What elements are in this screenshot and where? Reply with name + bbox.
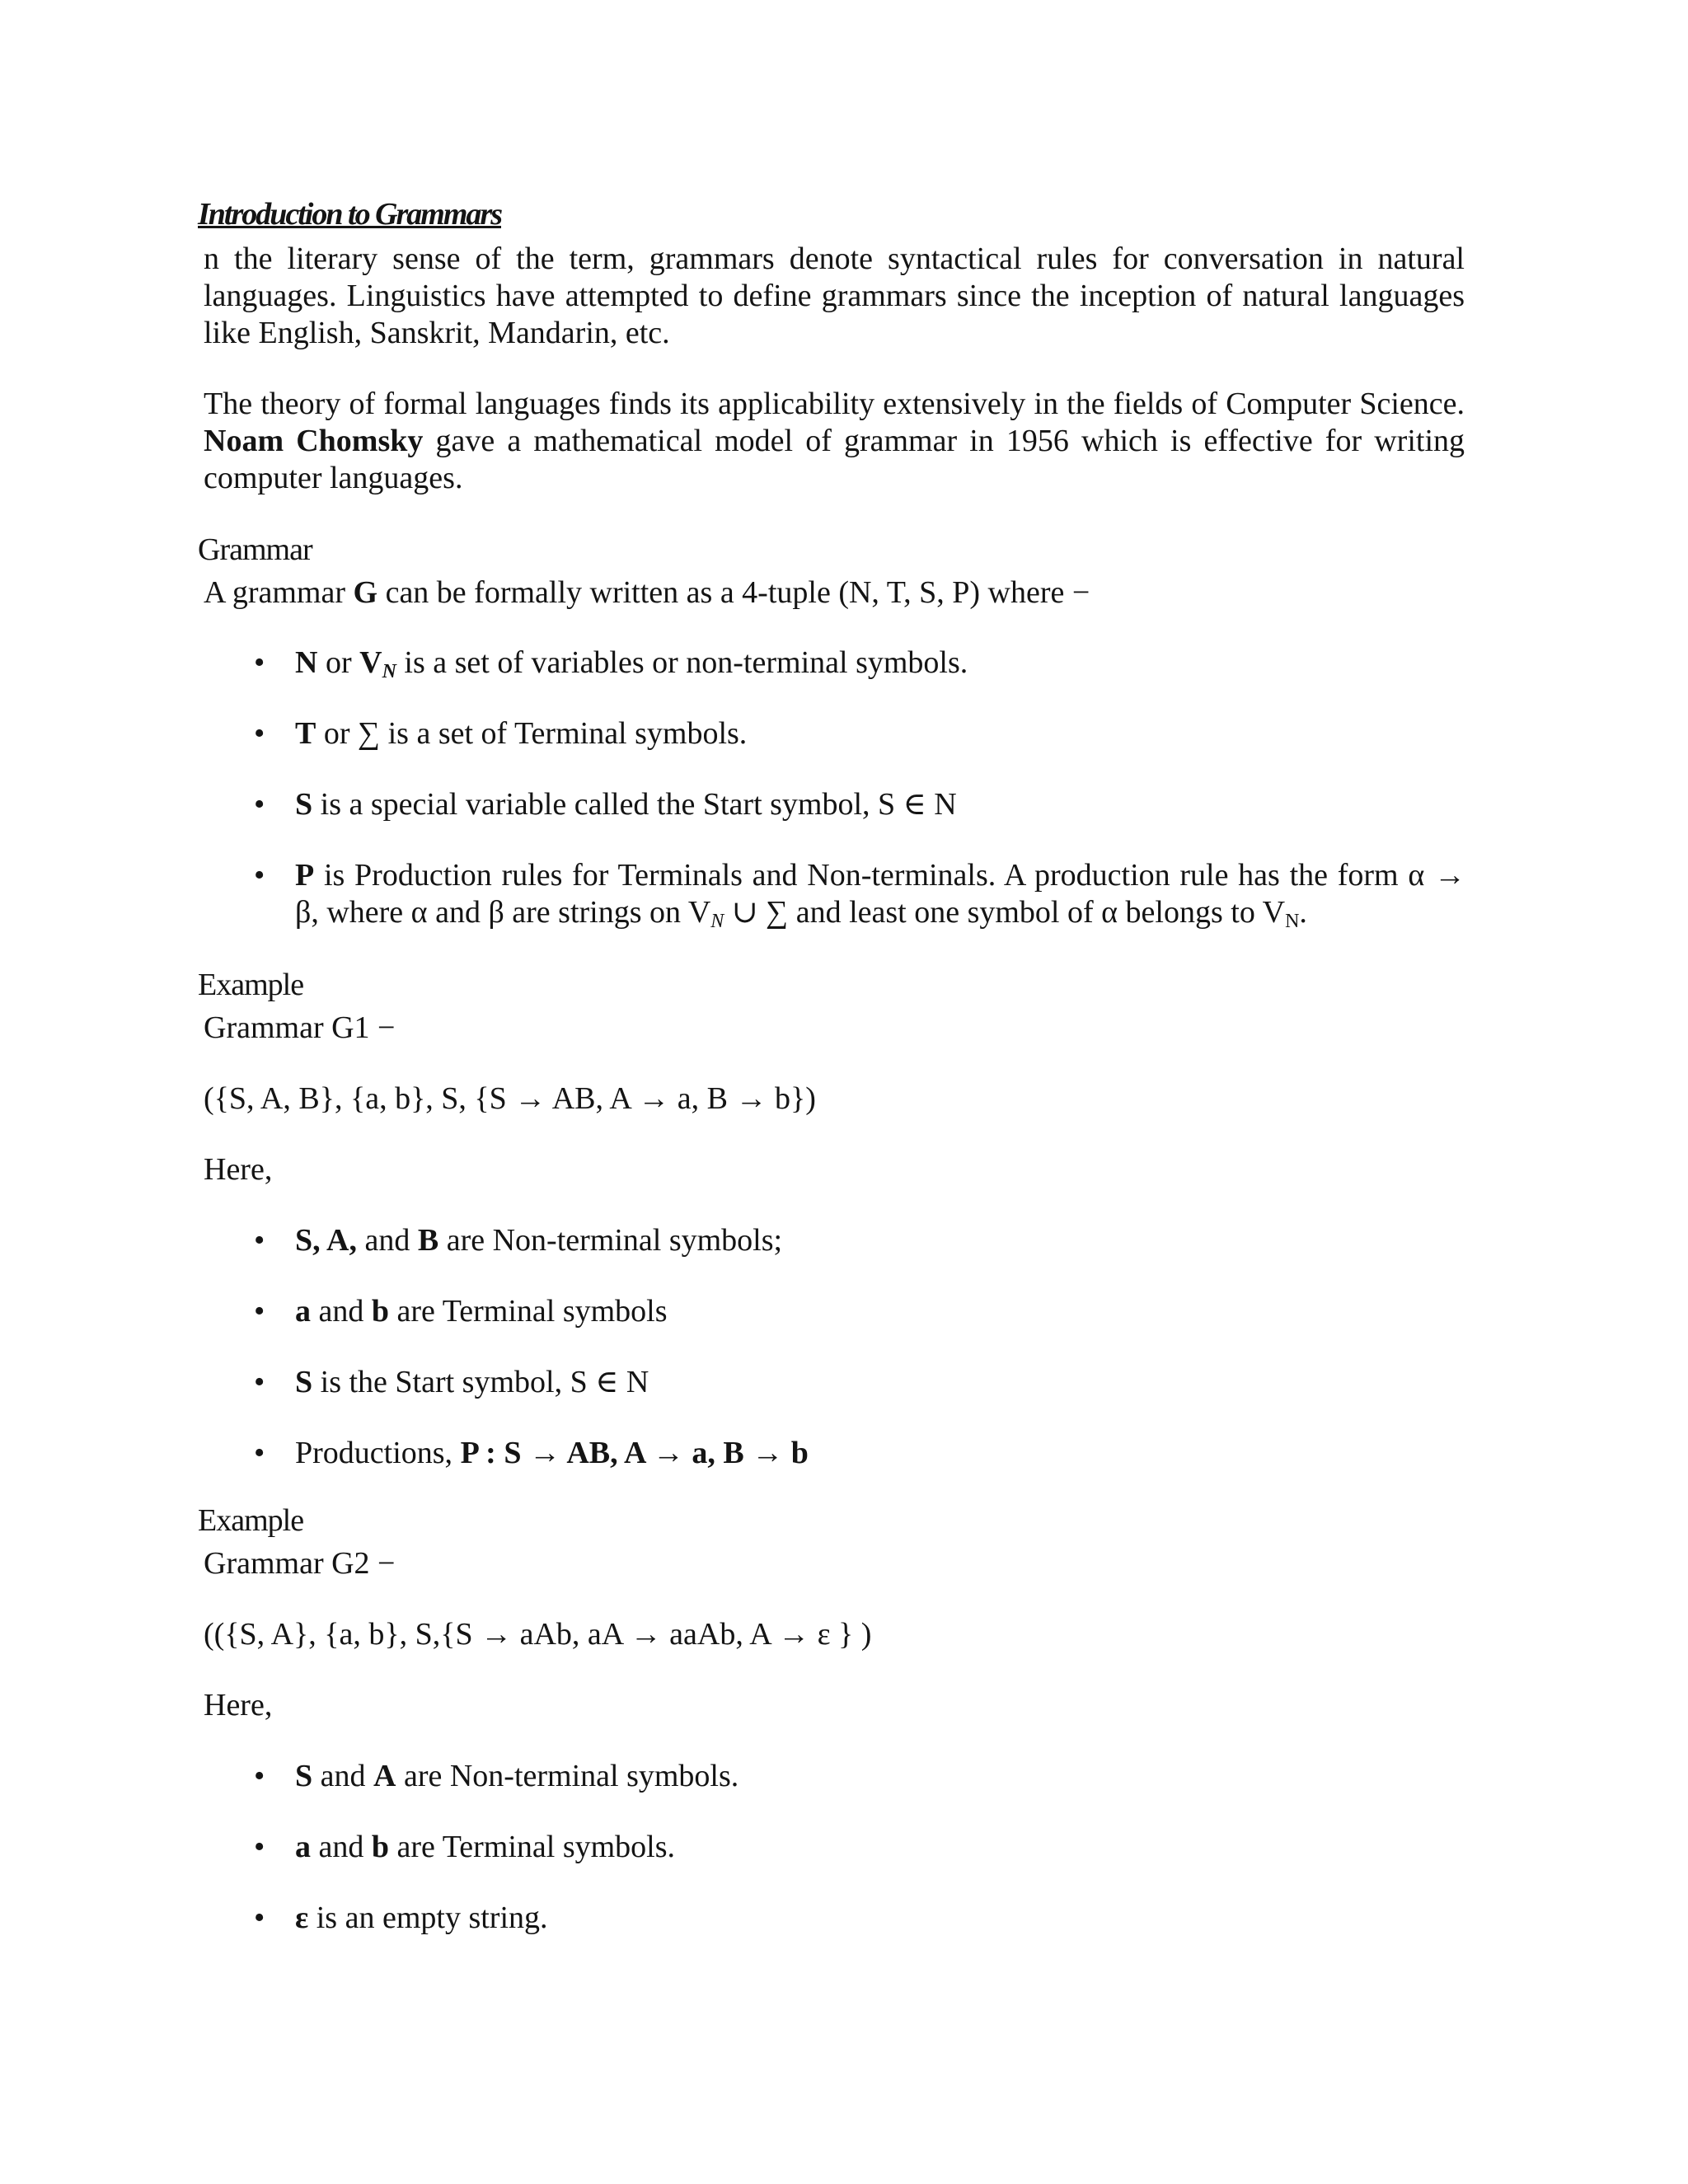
bullet-glyph: • bbox=[254, 787, 265, 822]
s-bold: S bbox=[295, 787, 313, 822]
ex1-b4-plain: Productions, bbox=[295, 1436, 461, 1470]
ex1-b3-bold: S bbox=[295, 1365, 313, 1399]
bullet-glyph: • bbox=[254, 1759, 265, 1793]
ex1-b1-mid: and bbox=[356, 1223, 418, 1258]
p-rest1: is Production rules for Terminals and Non-terminals. A production rule has the form α → β, where α and β are strings on V bbox=[295, 858, 1465, 930]
grammar-g1-tuple: ({S, A, B}, {a, b}, S, {S → AB, A → a, B → b}) bbox=[204, 1081, 816, 1116]
example-1-here: Here, bbox=[204, 1152, 273, 1187]
n-bold: N bbox=[295, 645, 318, 680]
ex1-b1-rest: are Non-terminal symbols; bbox=[438, 1223, 783, 1258]
ex1-bullet-1 bbox=[295, 1222, 782, 1259]
t-bold: T bbox=[295, 716, 316, 751]
bullet-glyph: • bbox=[254, 645, 265, 680]
bullet-glyph: • bbox=[254, 1365, 265, 1399]
bullet-glyph: • bbox=[254, 716, 265, 751]
bullet-glyph: • bbox=[254, 1294, 265, 1329]
p-rest2: ∪ ∑ and least one symbol of α belongs to V bbox=[724, 895, 1286, 930]
bullet-glyph: • bbox=[254, 858, 265, 893]
vn-bold: V bbox=[359, 645, 382, 680]
ex2-b2-bold2: b bbox=[371, 1830, 390, 1864]
bullet-glyph: • bbox=[254, 1830, 265, 1864]
example-1-heading: Example bbox=[198, 968, 304, 1002]
t-rest: or ∑ is a set of Terminal symbols. bbox=[316, 716, 748, 751]
ex1-bullet-3 bbox=[295, 1364, 649, 1401]
n-rest: is a set of variables or non-terminal symbols. bbox=[396, 645, 968, 680]
ex1-bullet-2 bbox=[295, 1293, 668, 1330]
ex2-b1-rest: are Non-terminal symbols. bbox=[396, 1759, 739, 1793]
intro-text-2b: gave a mathematical model of grammar in 1956 which is effective for writing computer languages. bbox=[204, 424, 1465, 495]
grammar-g1-label: Grammar G1 − bbox=[204, 1010, 396, 1045]
ex2-b1-bold: S bbox=[295, 1759, 313, 1793]
ex1-b1-bold: S, A, bbox=[295, 1223, 357, 1258]
def-bullet-p bbox=[295, 857, 1465, 931]
ex2-bullet-1 bbox=[295, 1758, 738, 1795]
page-title: Introduction to Grammars bbox=[198, 197, 501, 232]
def-text-a: A grammar bbox=[204, 575, 354, 610]
intro-text-1: n the literary sense of the term, grammars denote syntactical rules for conversation in natural languages. Linguistics have attempted to define grammars since the inception of natural languages like English, Sanskrit, Mandarin, etc. bbox=[204, 241, 1465, 350]
p-end: . bbox=[1299, 895, 1307, 930]
bullet-glyph: • bbox=[254, 1900, 265, 1935]
ex2-b3-bold: ε bbox=[295, 1900, 309, 1935]
example-2-here: Here, bbox=[204, 1688, 273, 1722]
example-2-heading: Example bbox=[198, 1503, 304, 1538]
def-bullet-t bbox=[295, 715, 747, 752]
ex1-b3-rest: is the Start symbol, S ∈ N bbox=[312, 1365, 649, 1399]
ex2-bullet-2 bbox=[295, 1829, 675, 1866]
intro-text-2a: The theory of formal languages finds its applicability extensively in the fields of Computer Science. bbox=[204, 387, 1465, 421]
ex2-b3-rest: is an empty string. bbox=[308, 1900, 548, 1935]
ex1-bullet-4 bbox=[295, 1435, 809, 1472]
intro-paragraph-1 bbox=[204, 241, 1465, 352]
ex1-b2-bold: a bbox=[295, 1294, 311, 1329]
bullet-glyph: • bbox=[254, 1223, 265, 1258]
ex1-b4-bold: P : S → AB, A → a, B → b bbox=[460, 1436, 809, 1470]
p-bold: P bbox=[295, 858, 315, 893]
def-text-b: can be formally written as a 4-tuple (N, T, S, P) where − bbox=[377, 575, 1090, 610]
ex1-b1-bold2: B bbox=[417, 1223, 439, 1258]
n-mid: or bbox=[317, 645, 360, 680]
bullet-glyph: • bbox=[254, 1436, 265, 1470]
ex2-b2-rest: are Terminal symbols. bbox=[389, 1830, 676, 1864]
ex2-bullet-3 bbox=[295, 1900, 548, 1937]
definition-line bbox=[204, 574, 1090, 612]
ex2-b2-bold: a bbox=[295, 1830, 311, 1864]
ex2-b1-mid: and bbox=[312, 1759, 374, 1793]
grammar-heading: Grammar bbox=[198, 532, 312, 567]
chomsky-name: Noam Chomsky bbox=[204, 424, 424, 458]
p-sub: N bbox=[710, 911, 724, 932]
s-rest: is a special variable called the Start symbol, S ∈ N bbox=[312, 787, 957, 822]
def-bullet-s bbox=[295, 786, 957, 823]
ex2-b1-bold2: A bbox=[373, 1759, 396, 1793]
ex2-b2-mid: and bbox=[311, 1830, 372, 1864]
ex1-b2-rest: are Terminal symbols bbox=[389, 1294, 668, 1329]
ex1-b2-mid: and bbox=[311, 1294, 372, 1329]
ex1-b2-bold2: b bbox=[371, 1294, 390, 1329]
p-sub2: N bbox=[1285, 911, 1300, 932]
grammar-g2-tuple: (({S, A}, {a, b}, S,{S → aAb, aA → aaAb, A → ε } ) bbox=[204, 1617, 872, 1652]
vn-sub: N bbox=[382, 661, 396, 682]
intro-paragraph-2 bbox=[204, 386, 1465, 497]
def-bullet-n bbox=[295, 644, 968, 682]
grammar-g2-label: Grammar G2 − bbox=[204, 1546, 396, 1581]
def-g: G bbox=[353, 575, 378, 610]
